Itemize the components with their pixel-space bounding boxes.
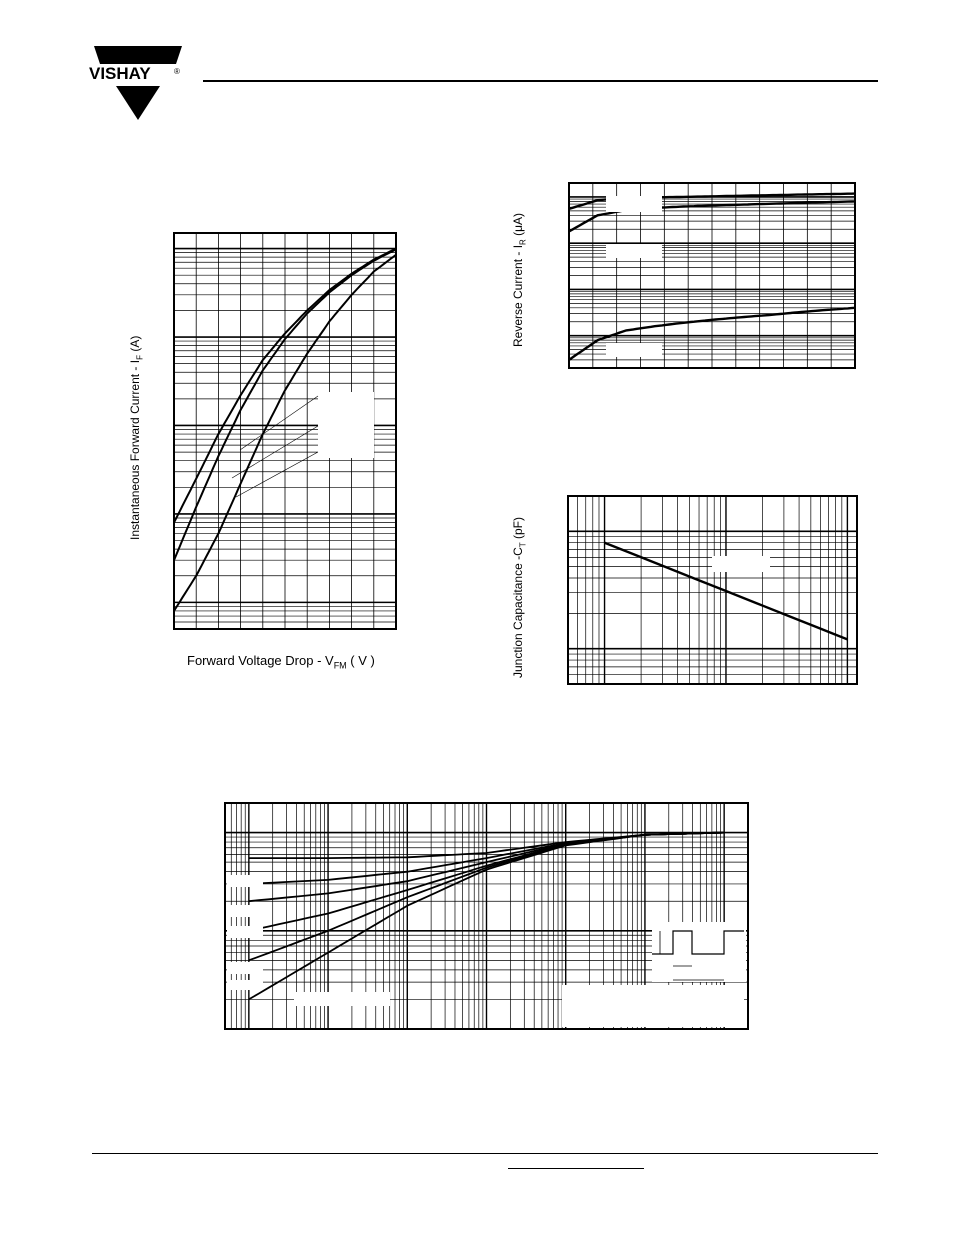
thermal-label-box-5: [227, 980, 263, 990]
capacitance-label-box: [712, 556, 770, 572]
forward-ylabel-main: Instantaneous Forward Current - I: [128, 359, 142, 540]
thermal-label-box-2: [227, 905, 263, 917]
brand-name: VISHAY: [89, 64, 151, 83]
thermal-label-box-6: [294, 992, 390, 1006]
footer-link-underline: [508, 1168, 644, 1169]
capacitance-plot-frame: [568, 496, 857, 684]
forward-ylabel-sub: F: [135, 355, 145, 360]
capacitance-ylabel-main: Junction Capacitance -C: [511, 547, 525, 678]
footer-rule: [92, 1153, 878, 1154]
reverse-ylabel: [511, 213, 527, 347]
capacitance-grid: [568, 496, 857, 684]
thermal-label-box-4: [227, 962, 263, 974]
forward-xlabel-main: Forward Voltage Drop - V: [187, 653, 334, 668]
thermal-note-box: [562, 985, 744, 1027]
forward-legend-leader-3: [236, 452, 318, 497]
brand-registered-mark: ®: [174, 67, 180, 76]
thermal-label-box-3: [227, 926, 263, 938]
forward-xlabel-sub: FM: [333, 660, 347, 671]
forward-ylabel-tail: (A): [128, 335, 142, 356]
capacitance-ylabel-tail: (pF): [511, 517, 525, 543]
forward-legend-box: [318, 392, 374, 458]
reverse-label-box-1: [606, 196, 662, 212]
thermal-label-box-1: [227, 875, 263, 887]
forward-ylabel: [128, 336, 144, 540]
capacitance-ylabel-sub: T: [518, 542, 528, 548]
capacitance-ylabel: [511, 517, 527, 678]
reverse-ylabel-sub: R: [518, 239, 528, 245]
reverse-label-box-2: [606, 244, 662, 258]
forward-xlabel: [187, 653, 375, 671]
reverse-ylabel-tail: (μA): [511, 212, 525, 240]
reverse-label-box-3: [606, 343, 662, 357]
reverse-ylabel-main: Reverse Current - I: [511, 244, 525, 347]
forward-xlabel-tail: ( V ): [346, 653, 375, 668]
